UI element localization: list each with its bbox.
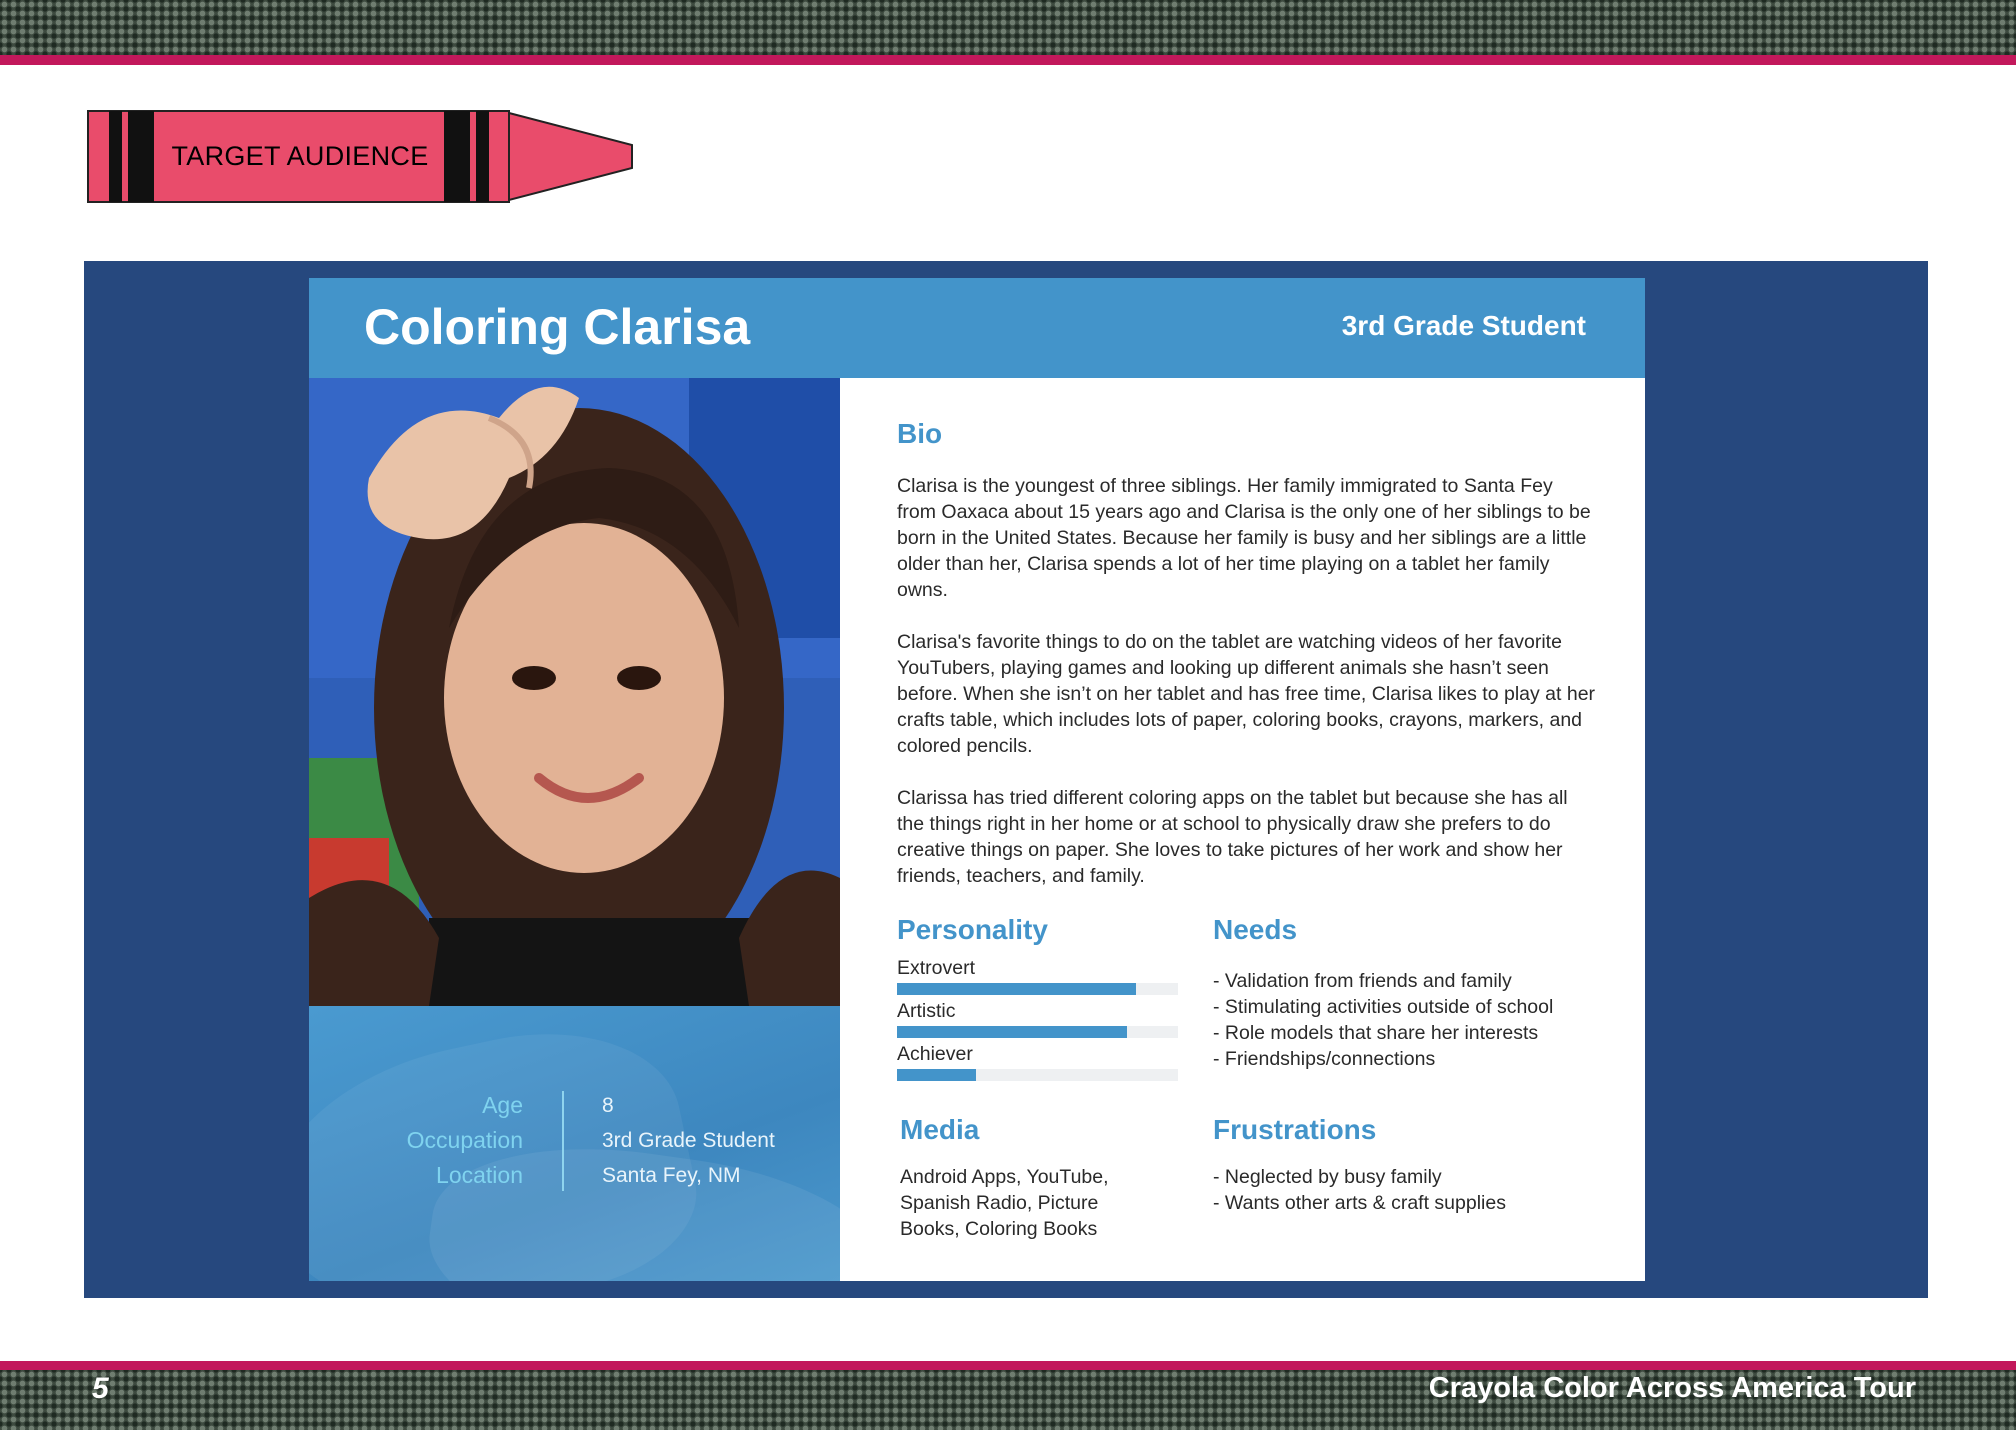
details-divider: [562, 1091, 564, 1191]
bio-text: [897, 473, 1597, 915]
needs-item: - Validation from friends and family: [1213, 970, 1512, 992]
frustrations-item: - Neglected by busy family: [1213, 1166, 1442, 1188]
needs-item: - Friendships/connections: [1213, 1048, 1436, 1070]
persona-photo: [309, 378, 840, 1006]
page-number: 5: [92, 1372, 109, 1405]
top-stripe: [0, 55, 2016, 65]
personality-traits: [897, 956, 1182, 1085]
trait-bar-fill: [897, 1026, 1127, 1038]
persona-card: [309, 278, 1645, 1281]
needs-item: - Role models that share her interests: [1213, 1022, 1539, 1044]
location-value: Santa Fey, NM: [602, 1164, 741, 1187]
persona-details: [309, 1006, 840, 1281]
bio-paragraph: Clarisa is the youngest of three siblings. Her family immigrated to Santa Fey from Oaxaca about 15 years ago and Clarisa is the only one of her siblings to be born in the United States. Because her family is busy and her siblings are a little older than her, Clarisa spends a lot of her time playing on a tablet her family owns.: [897, 475, 1591, 601]
persona-role: 3rd Grade Student: [1341, 310, 1586, 341]
trait-label: Artistic: [897, 1000, 956, 1022]
frustrations-list: [1213, 1164, 1633, 1216]
trait-row: [897, 1042, 1182, 1085]
persona-name: Coloring Clarisa: [364, 299, 751, 355]
frustrations-title: Frustrations: [1213, 1114, 1377, 1145]
media-title: Media: [900, 1114, 980, 1145]
personality-title: Personality: [897, 914, 1048, 945]
top-pattern-border: [0, 0, 2016, 55]
trait-bar-track: [897, 1069, 1178, 1081]
age-value: 8: [602, 1094, 614, 1117]
bio-paragraph: Clarissa has tried different coloring apps on the tablet but because she has all the things right in her home or at school to physically draw she prefers to do creative things on paper. She loves to take pictures of her work and show her friends, teachers, and family.: [897, 787, 1568, 887]
bio-title: Bio: [897, 418, 943, 449]
bio-paragraph: Clarisa's favorite things to do on the tablet are watching videos of her favorite YouTubers, playing games and looking up different animals she hasn’t seen before. When she isn’t on her tablet and has free time, Clarisa likes to play at her crafts table, which includes lots of paper, coloring books, crayons, markers, and colored pencils.: [897, 631, 1596, 757]
trait-label: Extrovert: [897, 957, 976, 979]
section-heading: TARGET AUDIENCE: [171, 141, 429, 171]
needs-item: - Stimulating activities outside of school: [1213, 996, 1554, 1018]
details-values: [602, 1088, 775, 1193]
persona-content: [840, 378, 1645, 1281]
card-header: [309, 278, 1645, 378]
trait-row: [897, 999, 1182, 1042]
trait-bar-track: [897, 983, 1178, 995]
footer-title: Crayola Color Across America Tour: [1428, 1372, 1916, 1404]
needs-title: Needs: [1213, 914, 1298, 945]
trait-row: [897, 956, 1182, 999]
trait-label: Achiever: [897, 1043, 973, 1065]
needs-list: [1213, 968, 1633, 1072]
age-label: Age: [482, 1092, 523, 1118]
frustrations-item: - Wants other arts & craft supplies: [1213, 1192, 1506, 1214]
occupation-value: 3rd Grade Student: [602, 1129, 775, 1152]
trait-bar-track: [897, 1026, 1178, 1038]
occupation-label: Occupation: [406, 1127, 523, 1153]
details-labels: [407, 1088, 523, 1193]
trait-bar-fill: [897, 983, 1136, 995]
location-label: Location: [436, 1162, 523, 1188]
media-text: Android Apps, YouTube, Spanish Radio, Picture Books, Coloring Books: [900, 1166, 1109, 1240]
trait-bar-fill: [897, 1069, 976, 1081]
